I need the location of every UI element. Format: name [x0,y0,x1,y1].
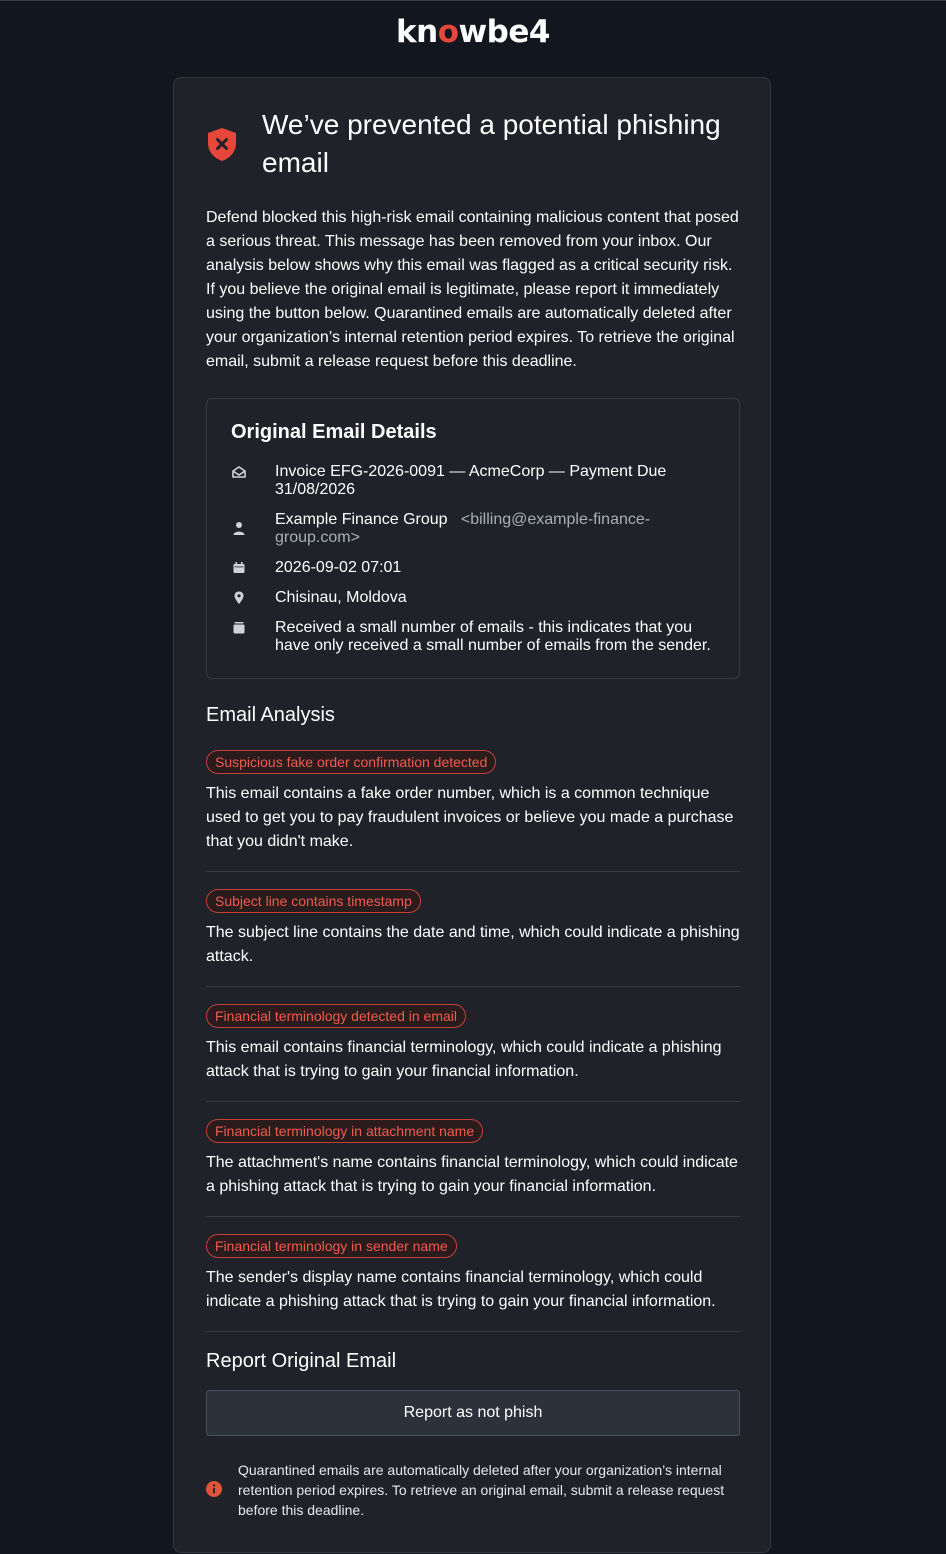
sender-text [275,511,675,547]
intro-text: Defend blocked this high-risk email containing malicious content that posed a serious threat. This message has been removed from your inbox. Our analysis below shows why this email was flagged as a critical security risk. If you believe the original email is legitimate, please report it immediately using the button below. Quarantined emails are automatically deleted after your organization’s internal retention period expires. To retrieve the original email, submit a release request before this deadline. [206,209,739,370]
notification-card [173,77,771,1553]
history-text: Received a small number of emails - this indicates that you have only received a small number of emails from the sender. [275,619,711,654]
date-text: 2026-09-02 07:01 [275,559,402,576]
user-icon [231,520,247,538]
analysis-description: This email contains a fake order number, which is a common technique used to get you to pay fraudulent invoices or believe you made a purchase that you didn't make. [206,785,734,850]
sender-email: <billing@example-finance-group.com> [275,511,651,546]
risk-tag: Financial terminology in attachment name [206,1119,483,1143]
analysis-description: The subject line contains the date and time, which could indicate a phishing attack. [206,924,740,965]
divider [206,1216,740,1217]
divider [206,986,740,987]
risk-tag: Financial terminology in sender name [206,1234,457,1258]
location-text: Chisinau, Moldova [275,589,407,606]
analysis-item [206,1234,740,1314]
analysis-description: The attachment's name contains financial terminology, which could indicate a phishing attack that is trying to gain your financial information. [206,1154,738,1195]
analysis-item [206,750,740,854]
envelope-open-icon [231,463,247,481]
original-email-details [206,398,740,679]
knowbe4-logo: knowbe4 [396,14,550,50]
report-not-phish-button[interactable]: Report as not phish [206,1390,740,1436]
page-title: We’ve prevented a potential phishing email [262,109,721,178]
divider [206,871,740,872]
calendar-icon [231,559,247,577]
details-heading: Original Email Details [231,421,437,443]
location-pin-icon [231,589,247,607]
shield-x-icon [206,126,238,162]
analysis-item [206,889,740,969]
inbox-history-icon [231,619,247,637]
retention-note: Quarantined emails are automatically deleted after your organization’s internal retention period expires. To retrieve an original email, submit a release request before this deadline. [238,1462,725,1518]
analysis-heading: Email Analysis [206,704,335,726]
risk-tag: Subject line contains timestamp [206,889,421,913]
analysis-description: This email contains financial terminology, which could indicate a phishing attack that is trying to gain your financial information. [206,1039,722,1080]
report-heading: Report Original Email [206,1350,397,1372]
analysis-item [206,1119,740,1199]
info-icon [206,1481,222,1497]
risk-tag: Suspicious fake order confirmation detected [206,750,496,774]
divider [206,1101,740,1102]
top-border [0,0,946,1]
risk-tag: Financial terminology detected in email [206,1004,466,1028]
sender-name: Example Finance Group [275,511,448,528]
analysis-item [206,1004,740,1084]
divider [206,1331,740,1332]
analysis-description: The sender's display name contains financial terminology, which could indicate a phishing attack that is trying to gain your financial information. [206,1269,716,1310]
subject-text: Invoice EFG-2026-0091 — AcmeCorp — Payment Due 31/08/2026 [275,463,667,498]
